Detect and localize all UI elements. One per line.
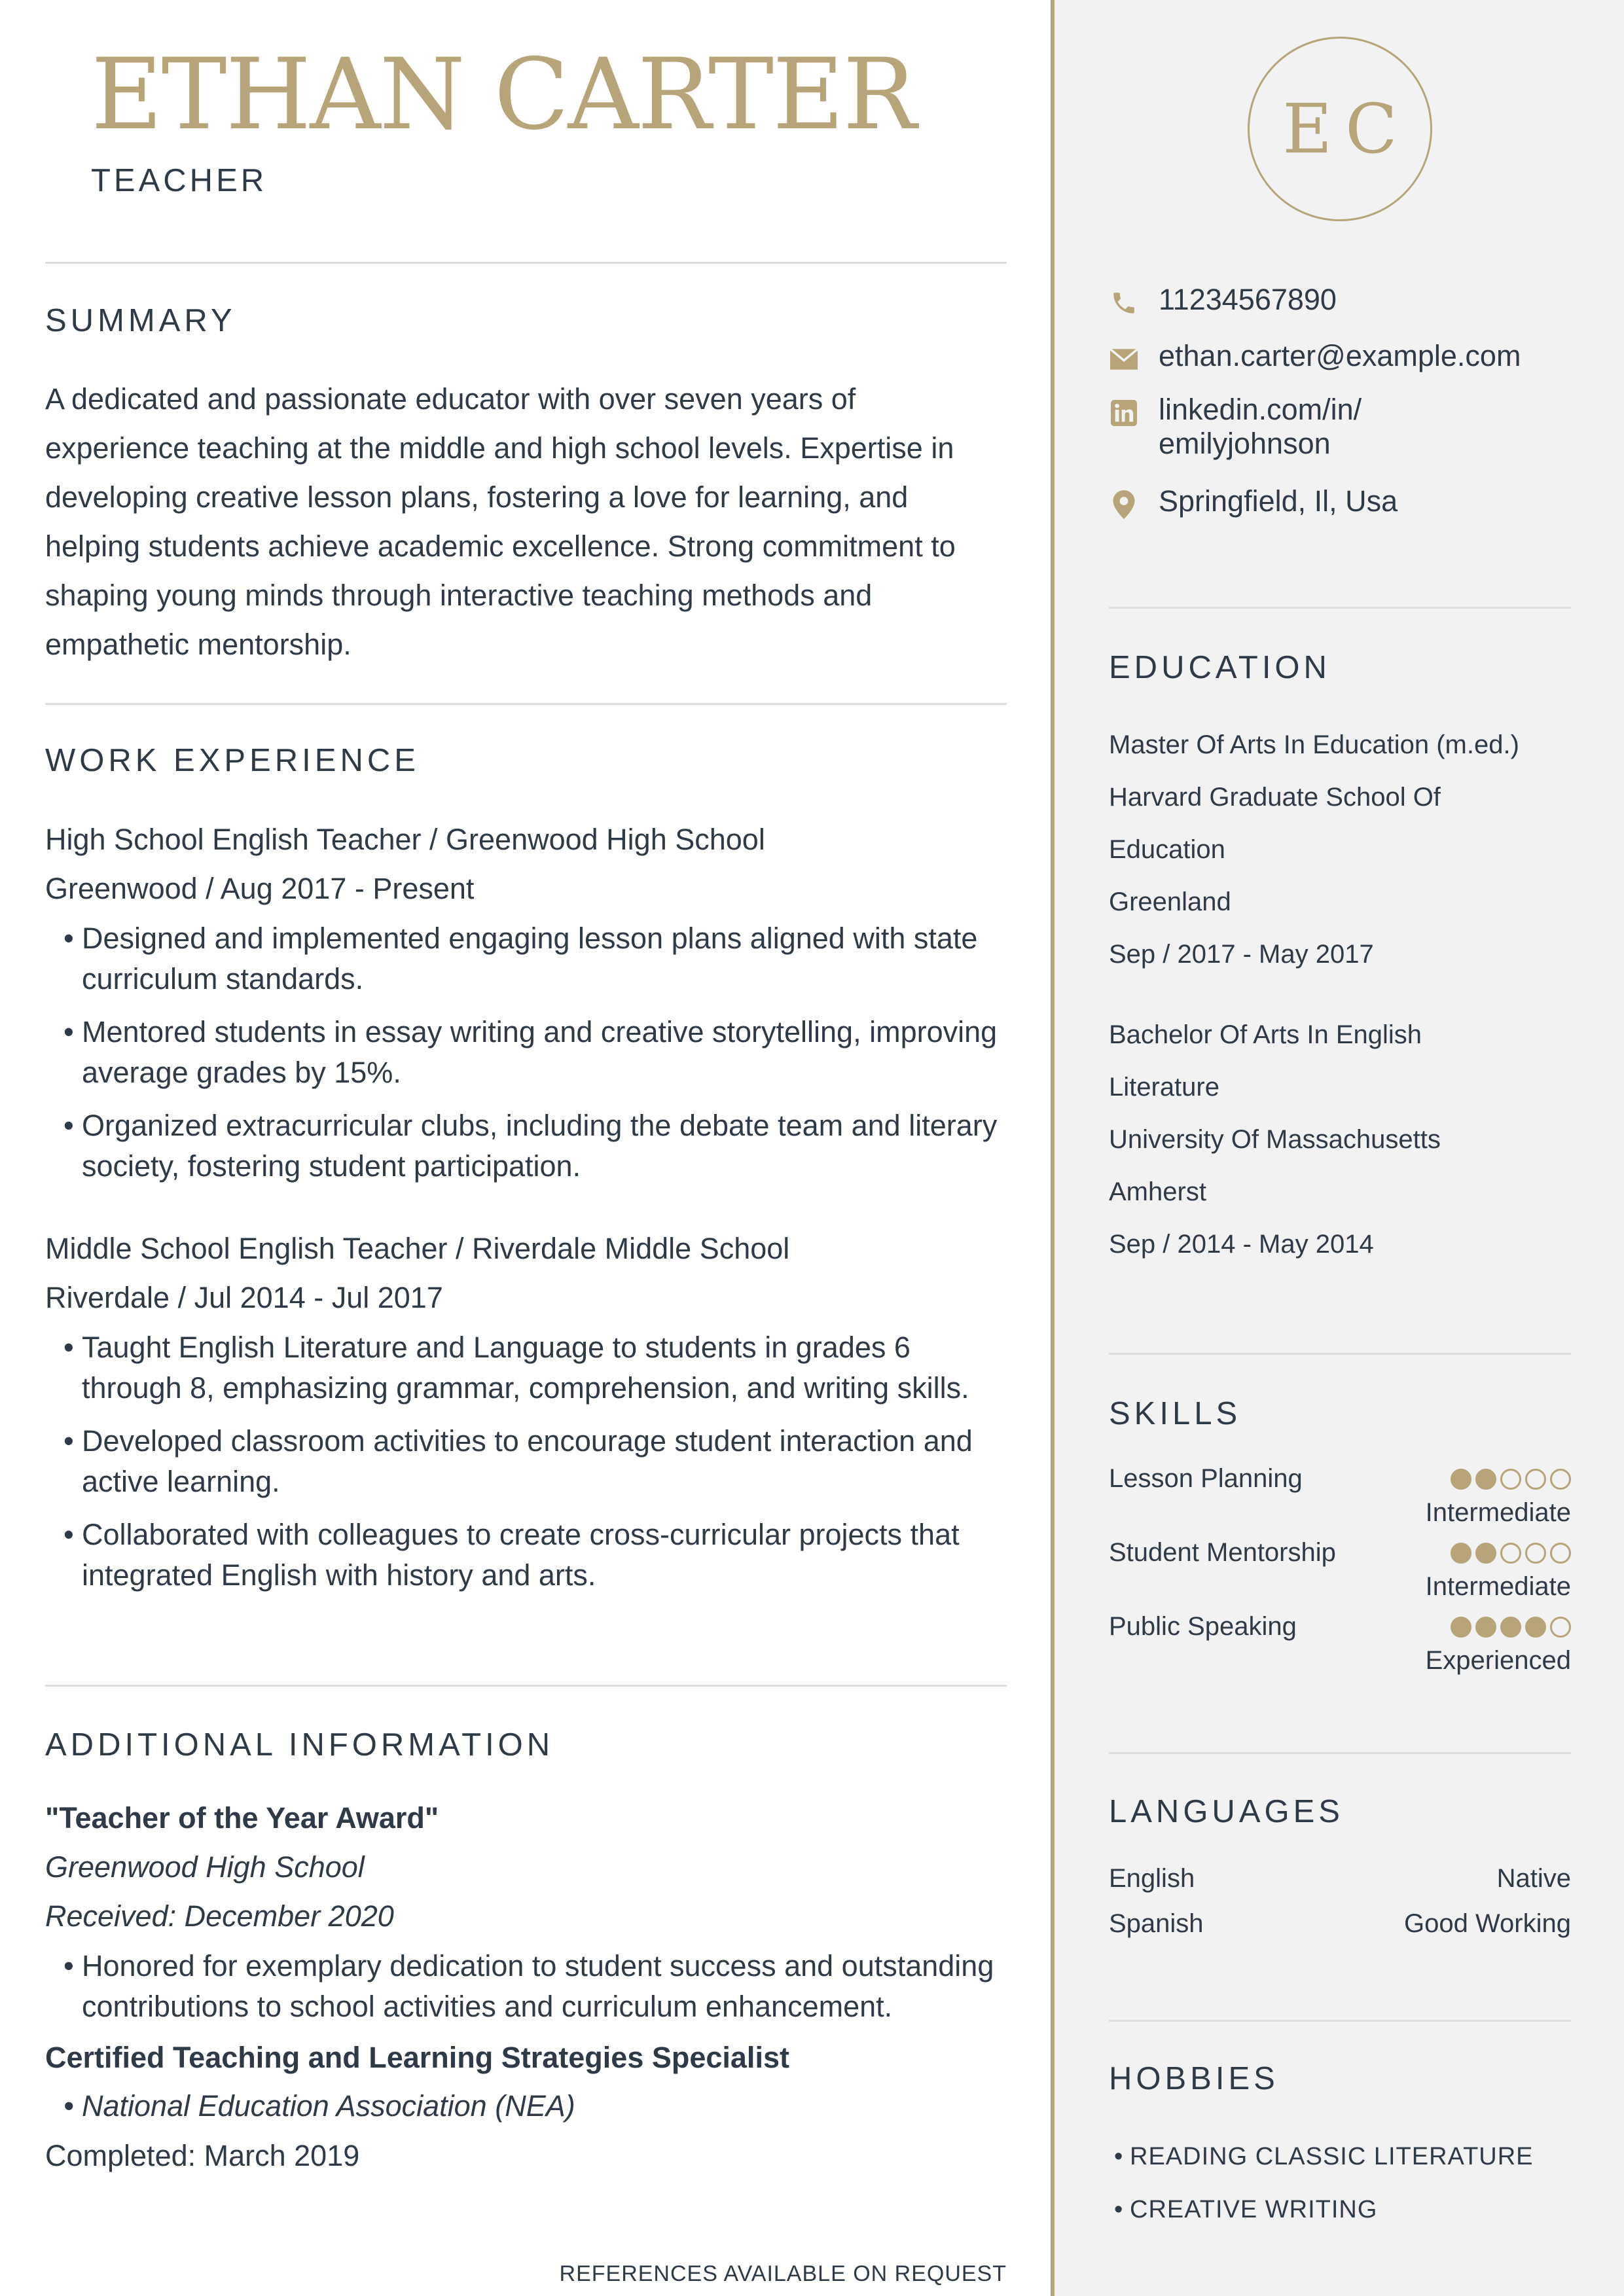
certification-title: Certified Teaching and Learning Strategies Specialist	[45, 2041, 789, 2074]
location-text: Springfield, Il, Usa	[1159, 484, 1398, 518]
skill-item	[1109, 1462, 1571, 1534]
education-dates: Sep / 2017 - May 2017	[1109, 940, 1374, 969]
phone-number: 11234567890	[1159, 283, 1337, 316]
hobby-item: • CREATIVE WRITING	[1109, 2183, 1534, 2236]
job-bullet: • Taught English Literature and Language to students in grades 6 through 8, emphasizing grammar, comprehension, and writing skills.	[45, 1327, 1014, 1408]
degree: Master Of Arts In Education (m.ed.)	[1109, 730, 1519, 759]
rating-dot-empty	[1525, 1543, 1546, 1564]
skill-level: Experienced	[1425, 1646, 1571, 1675]
job-title-line: Middle School English Teacher / Riverdale Middle School	[45, 1232, 790, 1265]
language-name: Spanish	[1109, 1909, 1204, 1938]
award-received: Received: December 2020	[45, 1899, 394, 1933]
monogram-initials: EC	[1282, 89, 1411, 169]
language-item	[1109, 1862, 1571, 1895]
rating-dot-filled	[1451, 1469, 1471, 1490]
skills-heading: SKILLS	[1109, 1396, 1242, 1431]
school: University Of Massachusetts	[1109, 1125, 1441, 1154]
contact-location	[1109, 484, 1593, 521]
skill-item	[1109, 1610, 1571, 1682]
linkedin-url: linkedin.com/in/ emilyjohnson	[1159, 393, 1362, 460]
school: Education	[1109, 835, 1225, 864]
hobby-item: • READING CLASSIC LITERATURE	[1109, 2130, 1534, 2183]
skill-name: Public Speaking	[1109, 1612, 1297, 1641]
certification-completed: Completed: March 2019	[45, 2139, 360, 2172]
education-place: Amherst	[1109, 1177, 1206, 1206]
education-entry	[1109, 1009, 1580, 1270]
rating-dot-filled	[1500, 1617, 1521, 1638]
rating-dot-empty	[1525, 1469, 1546, 1490]
rating-dot-filled	[1451, 1543, 1471, 1564]
monogram-badge	[1248, 37, 1432, 221]
job-entry	[45, 1224, 1014, 1608]
skill-name: Lesson Planning	[1109, 1464, 1303, 1493]
rating-dot-empty	[1500, 1469, 1521, 1490]
certification-bullets	[45, 2086, 1014, 2126]
additional-info-heading: ADDITIONAL INFORMATION	[45, 1727, 554, 1763]
rating-dot-empty	[1550, 1543, 1571, 1564]
contact-linkedin[interactable]	[1109, 393, 1593, 461]
language-level: Good Working	[1404, 1909, 1571, 1938]
rating-dot-empty	[1500, 1543, 1521, 1564]
candidate-title: TEACHER	[91, 163, 268, 198]
rating-dot-filled	[1475, 1617, 1496, 1638]
additional-info	[45, 1793, 1014, 2185]
school: Harvard Graduate School Of	[1109, 783, 1441, 812]
location-pin-icon	[1109, 488, 1139, 521]
job-bullet: • Developed classroom activities to encourage student interaction and active learning.	[45, 1421, 1014, 1502]
email-icon	[1109, 343, 1139, 376]
skill-item	[1109, 1536, 1571, 1608]
award-bullet: • Honored for exemplary dedication to student success and outstanding contributions to school activities and curriculum enhancement.	[45, 1946, 1014, 2027]
job-location-line: Greenwood / Aug 2017 - Present	[45, 872, 475, 905]
summary-heading: SUMMARY	[45, 303, 236, 338]
section-divider	[45, 1685, 1007, 1687]
education-entry	[1109, 719, 1580, 980]
skill-level: Intermediate	[1425, 1498, 1571, 1527]
rating-dot-filled	[1475, 1543, 1496, 1564]
sidebar-divider	[1109, 1752, 1571, 1754]
section-divider	[45, 703, 1007, 705]
job-entry	[45, 815, 1014, 1199]
skill-rating	[1451, 1469, 1571, 1490]
contact-email[interactable]	[1109, 339, 1593, 376]
job-bullet: • Mentored students in essay writing and creative storytelling, improving average grades by 15%.	[45, 1012, 1014, 1093]
hobbies-list	[1109, 2130, 1534, 2236]
rating-dot-filled	[1475, 1469, 1496, 1490]
award-organization: Greenwood High School	[45, 1850, 365, 1884]
rating-dot-filled	[1525, 1617, 1546, 1638]
languages-heading: LANGUAGES	[1109, 1794, 1344, 1829]
references-note: REFERENCES AVAILABLE ON REQUEST	[559, 2261, 1007, 2286]
skill-level: Intermediate	[1425, 1572, 1571, 1601]
skill-name: Student Mentorship	[1109, 1538, 1336, 1567]
rating-dot-empty	[1550, 1469, 1571, 1490]
email-address: ethan.carter@example.com	[1159, 339, 1521, 372]
skill-rating	[1451, 1617, 1571, 1638]
rating-dot-filled	[1451, 1617, 1471, 1638]
job-bullets	[45, 1327, 1014, 1596]
candidate-name: ETHAN CARTER	[91, 38, 916, 152]
work-experience-heading: WORK EXPERIENCE	[45, 743, 420, 778]
degree: Literature	[1109, 1073, 1219, 1102]
education-dates: Sep / 2014 - May 2014	[1109, 1230, 1374, 1259]
job-bullet: • Designed and implemented engaging lesson plans aligned with state curriculum standards.	[45, 918, 1014, 999]
summary-text: A dedicated and passionate educator with over seven years of experience teaching at the middle and high school levels. Expertise in developing creative lesson plans, fostering a love for learning, and helping students achieve academic excellence. Strong commitment to shaping young minds through interactive teaching methods and empathetic mentorship.	[45, 382, 956, 661]
job-title-line: High School English Teacher / Greenwood High School	[45, 823, 765, 856]
award-bullets	[45, 1946, 1014, 2027]
education-place: Greenland	[1109, 888, 1231, 916]
education-heading: EDUCATION	[1109, 650, 1331, 685]
sidebar-divider	[1109, 2020, 1571, 2022]
section-divider	[45, 262, 1007, 264]
phone-icon	[1109, 287, 1139, 319]
certification-org: • National Education Association (NEA)	[45, 2086, 1014, 2126]
award-title: "Teacher of the Year Award"	[45, 1801, 439, 1835]
rating-dot-empty	[1550, 1617, 1571, 1638]
linkedin-icon	[1109, 397, 1139, 429]
language-item	[1109, 1907, 1571, 1940]
job-bullet: • Collaborated with colleagues to create cross-curricular projects that integrated English with history and arts.	[45, 1515, 1014, 1596]
hobbies-heading: HOBBIES	[1109, 2061, 1279, 2096]
language-level: Native	[1496, 1864, 1571, 1893]
sidebar-divider	[1109, 607, 1571, 609]
job-bullets	[45, 918, 1014, 1187]
job-location-line: Riverdale / Jul 2014 - Jul 2017	[45, 1281, 443, 1314]
sidebar-divider	[1109, 1353, 1571, 1355]
language-name: English	[1109, 1864, 1195, 1893]
skill-rating	[1451, 1543, 1571, 1564]
contact-phone[interactable]	[1109, 283, 1593, 319]
job-bullet: • Organized extracurricular clubs, including the debate team and literary society, fostering student participation.	[45, 1105, 1014, 1187]
degree: Bachelor Of Arts In English	[1109, 1020, 1422, 1049]
